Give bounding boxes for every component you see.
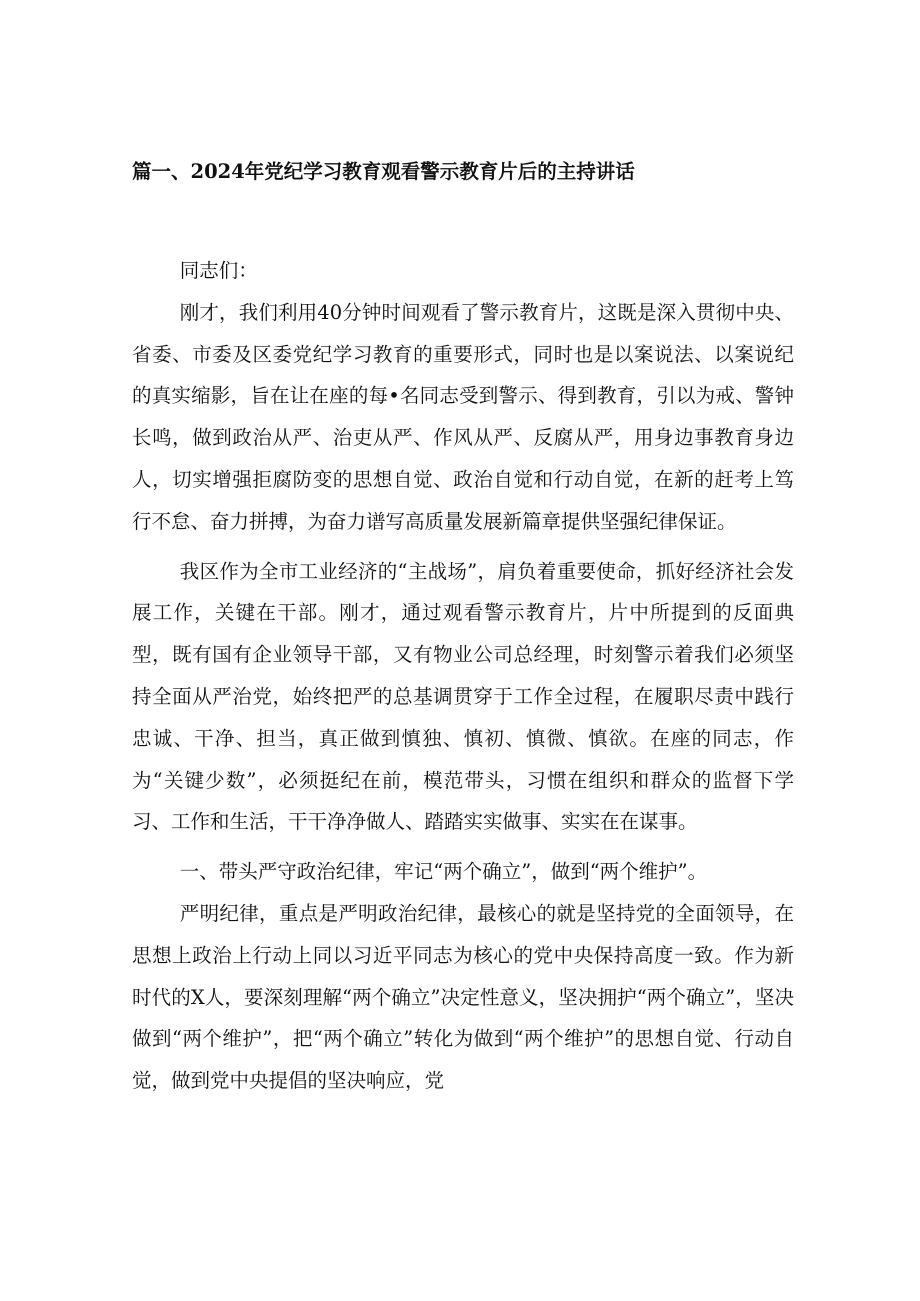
paragraph-district: 我区作为全市工业经济的“主战场”，肩负着重要使命，抓好经济社会发展工作，关键在干部。刚才，通过观看警示教育片，片中所提到的反面典型，既有国有企业领导干部，又有物业公司总经理，时刻警示着我们必须坚持全面从严治党，始终把严的总基调贯穿于工作全过程，在履职尽责中践行忠诚、干净、担当，真正做到慎独、慎初、慎微、慎欲。在座的同志，作为“关键少数”，必须挺纪在前，模范带头，习惯在组织和群众的监督下学习、工作和生活，干干净净做人、踏踏实实做事、实实在在谋事。 (132, 559, 794, 834)
document-body (132, 250, 794, 1102)
paragraph-opening: 刚才，我们利用40分钟时间观看了警示教育片，这既是深入贯彻中央、省委、市委及区委党纪学习教育的重要形式，同时也是以案说法、以案说纪的真实缩影，旨在让在座的每•名同志受到警示、得到教育，引以为戒、警钟长鸣，做到政治从严、治吏从严、作风从严、反腐从严，用身边事教育身边人，切实增强拒腐防变的思想自觉、政治自觉和行动自觉，在新的赶考上笃行不怠、奋力拼搏，为奋力谱写高质量发展新篇章提供坚强纪律保证。 (132, 300, 794, 533)
section-paragraph: 严明纪律，重点是严明政治纪律，最核心的就是坚持党的全面领导，在思想上政治上行动上同以习近平同志为核心的党中央保持高度一致。作为新时代的X人，要深刻理解“两个确立”决定性意义，坚决拥护“两个确立”，坚决做到“两个维护”，把“两个确立”转化为做到“两个维护”的思想自觉、行动自觉，做到党中央提倡的坚决响应，党 (132, 901, 794, 1093)
salutation: 同志们： (179, 259, 258, 282)
section-heading: 一、带头严守政治纪律，牢记“两个确立”，做到“两个维护”。 (179, 860, 708, 884)
document-title: 篇一、2024年党纪学习教育观看警示教育片后的主持讲话 (132, 160, 635, 183)
